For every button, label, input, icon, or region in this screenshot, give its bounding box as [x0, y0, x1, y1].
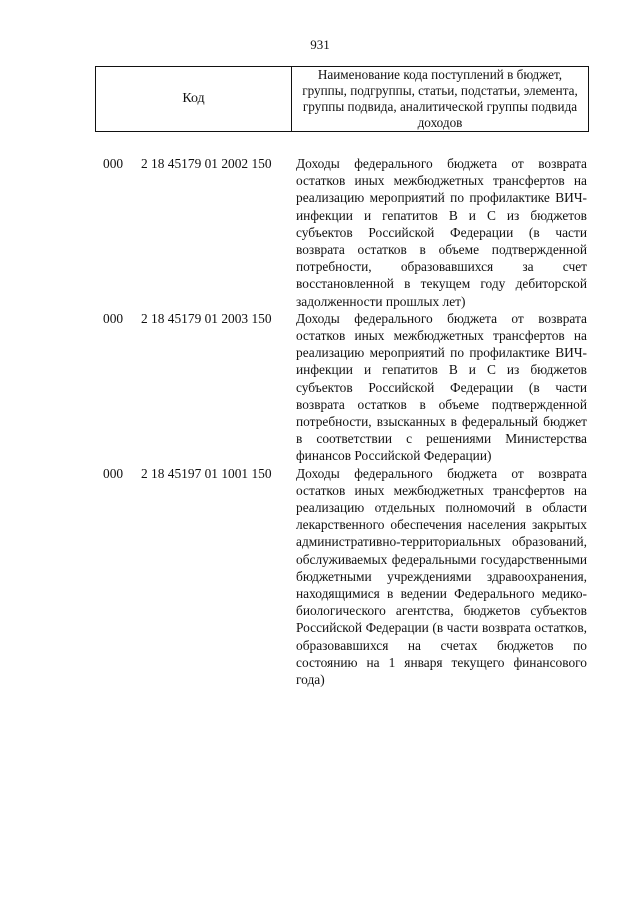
row-income-code: 2 18 45179 01 2003 150	[141, 310, 272, 326]
row-description: Доходы федерального бюджета от возврата остатков иных межбюджетных трансфертов на реализацию мероприятий по профилактике ВИЧ-инфекции и гепатитов B и C из бюджетов субъектов Российской Федерации (в части возврата остатков в объеме подтвержденной потребности, образовавшихся за счет восстановленной в текущем году дебиторской задолженности прошлых лет)	[296, 156, 587, 309]
table-header	[95, 66, 589, 132]
row-description: Доходы федерального бюджета от возврата остатков иных межбюджетных трансфертов на реализацию мероприятий по профилактике ВИЧ-инфекции и гепатитов B и C из бюджетов субъектов Российской Федерации (в части возврата остатков в объеме подтвержденной потребности, взысканных в федеральный бюджет в соответствии с решениями Министерства финансов Российской Федерации)	[296, 310, 587, 464]
page-number: 931	[310, 37, 330, 52]
table-row	[0, 465, 640, 689]
row-income-code: 2 18 45179 01 2002 150	[141, 156, 272, 171]
row-description: Доходы федерального бюджета от возврата остатков иных межбюджетных трансфертов на реализацию отдельных полномочий в области лекарственного обеспечения населения закрытых административно-территориальных образований, обслуживаемых федеральными государственными бюджетными учреждениями здравоохранения, находящимися в ведении Федерального медико-биологического агентства, бюджетов субъектов Российской Федерации (в части возврата остатков, образовавшихся на счетах бюджетов по состоянию на 1 января текущего финансового года)	[296, 465, 587, 688]
row-income-code: 2 18 45197 01 1001 150	[141, 465, 272, 481]
header-name-column: Наименование кода поступлений в бюджет, группы, подгруппы, статьи, подстатьи, элемента, группы подвида, аналитической группы подвида доходов	[302, 67, 578, 130]
table-row	[0, 155, 640, 310]
row-admin-code: 000	[103, 465, 124, 481]
header-code-column: Код	[96, 67, 292, 131]
row-admin-code: 000	[103, 310, 124, 326]
row-admin-code: 000	[103, 156, 124, 171]
table-body	[0, 155, 640, 688]
table-row	[0, 310, 640, 465]
